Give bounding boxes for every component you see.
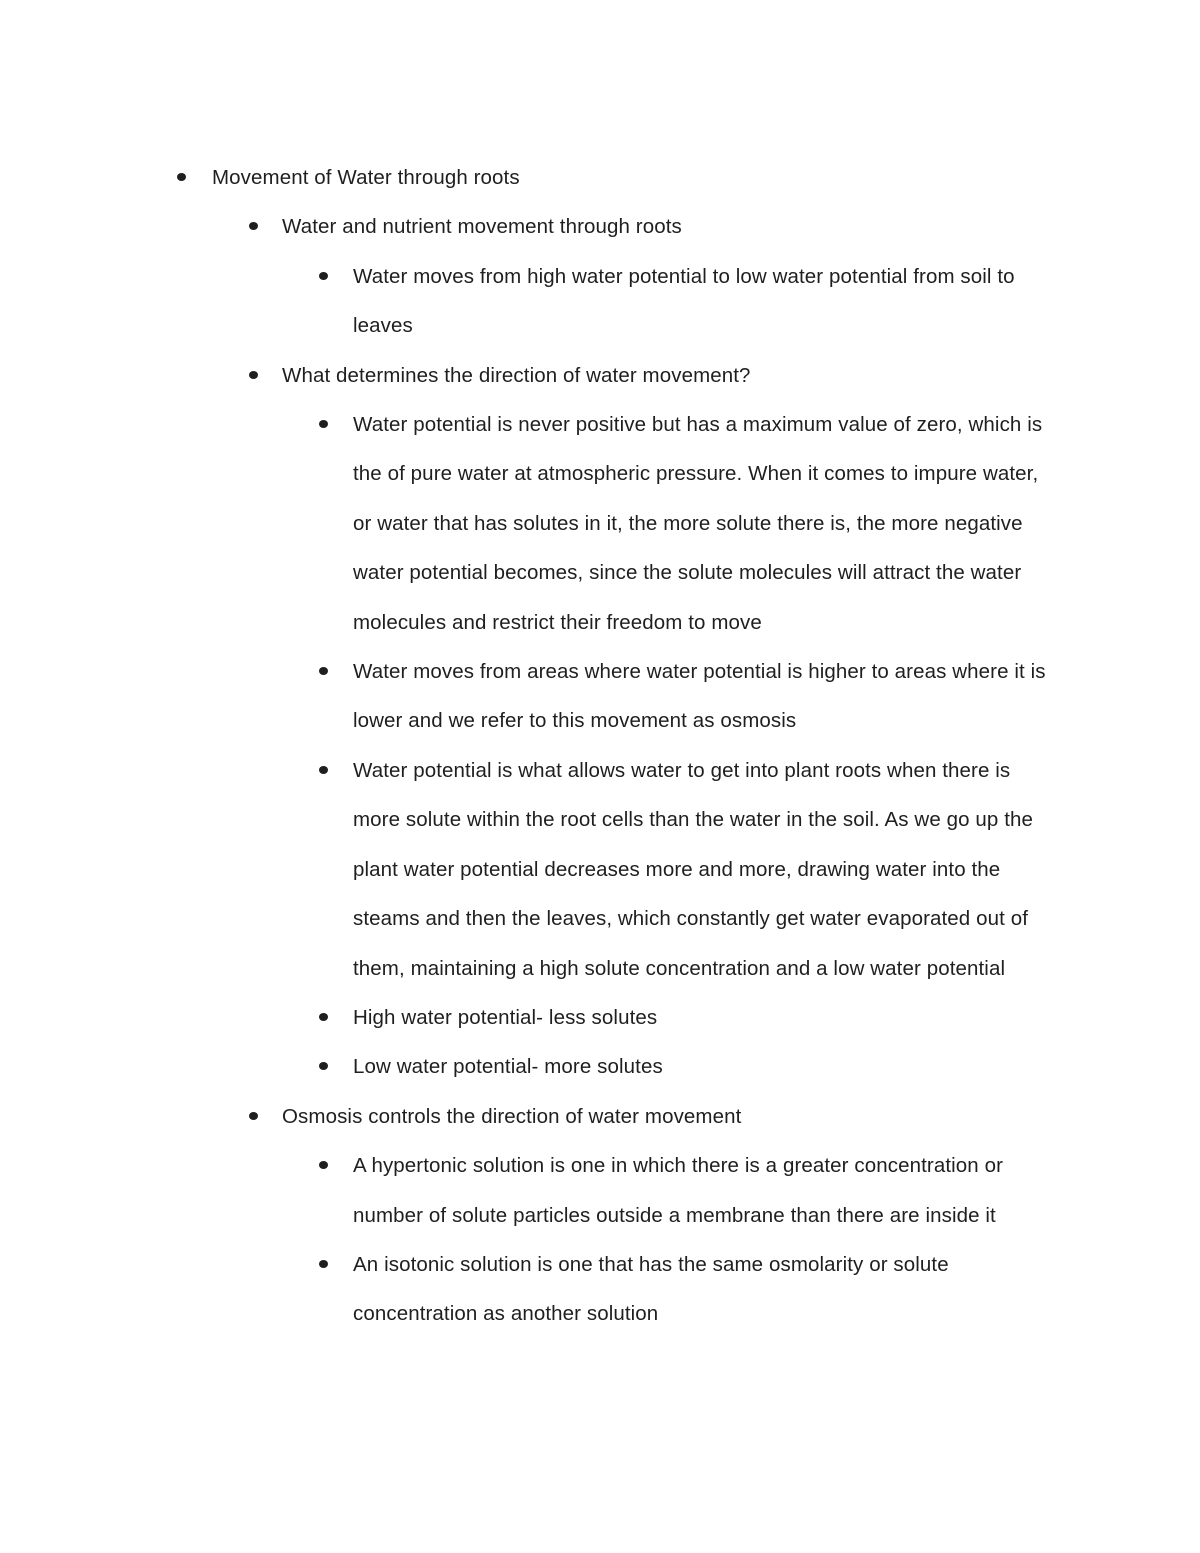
bullet-icon <box>319 1013 328 1021</box>
bullet-icon <box>319 420 328 428</box>
bullet-icon <box>319 1260 328 1268</box>
outline-heading: Movement of Water through roots <box>212 166 520 189</box>
bullet-icon <box>319 766 328 774</box>
list-item-text: Low water potential- more solutes <box>353 1055 663 1079</box>
list-item <box>0 351 1200 400</box>
list-item <box>0 647 1055 746</box>
list-item-text: Water potential is what allows water to get into plant roots when there is more solute within the root cells than the water in the soil. As we go up the plant water potential decreases more and more, drawing water into the steams and then the leaves, which constantly get water evaporated out of them, maintaining a high solute concentration and a low water potential <box>353 758 1034 980</box>
list-item-text: A hypertonic solution is one in which there is a greater concentration or number of solute particles outside a membrane than there are inside it <box>353 1154 1003 1227</box>
list-item <box>0 153 1200 202</box>
subheading: Osmosis controls the direction of water movement <box>282 1104 742 1128</box>
bullet-icon <box>249 222 258 230</box>
list-item <box>0 1042 1055 1091</box>
subheading: What determines the direction of water movement? <box>282 363 751 387</box>
bullet-icon <box>319 667 328 675</box>
list-item <box>0 1141 1055 1240</box>
list-item-text: High water potential- less solutes <box>353 1005 658 1029</box>
bullet-icon <box>319 1062 328 1070</box>
list-item <box>0 1240 1055 1339</box>
list-item-text: Water moves from areas where water potential is higher to areas where it is lower and we refer to this movement as osmosis <box>353 660 1046 733</box>
bullet-icon <box>249 371 258 379</box>
subheading: Water and nutrient movement through roots <box>282 215 682 239</box>
list-item-text: An isotonic solution is one that has the same osmolarity or solute concentration as another solution <box>353 1252 949 1326</box>
list-item <box>0 400 1055 647</box>
bullet-outline <box>0 153 1200 1339</box>
bullet-icon <box>177 173 186 181</box>
list-item-text: Water potential is never positive but has a maximum value of zero, which is the of pure water at atmospheric pressure. When it comes to impure water, or water that has solutes in it, the more solute there is, the more negative water potential becomes, since the solute molecules will attract the water molecules and restrict their freedom to move <box>353 413 1043 634</box>
list-item <box>0 746 1055 993</box>
list-item <box>0 202 1200 251</box>
list-item <box>0 252 1055 351</box>
bullet-icon <box>319 1161 328 1169</box>
bullet-icon <box>249 1112 258 1120</box>
list-item <box>0 1092 1200 1141</box>
bullet-icon <box>319 272 328 280</box>
list-item-text: Water moves from high water potential to low water potential from soil to leaves <box>353 264 1015 338</box>
list-item <box>0 993 1055 1042</box>
